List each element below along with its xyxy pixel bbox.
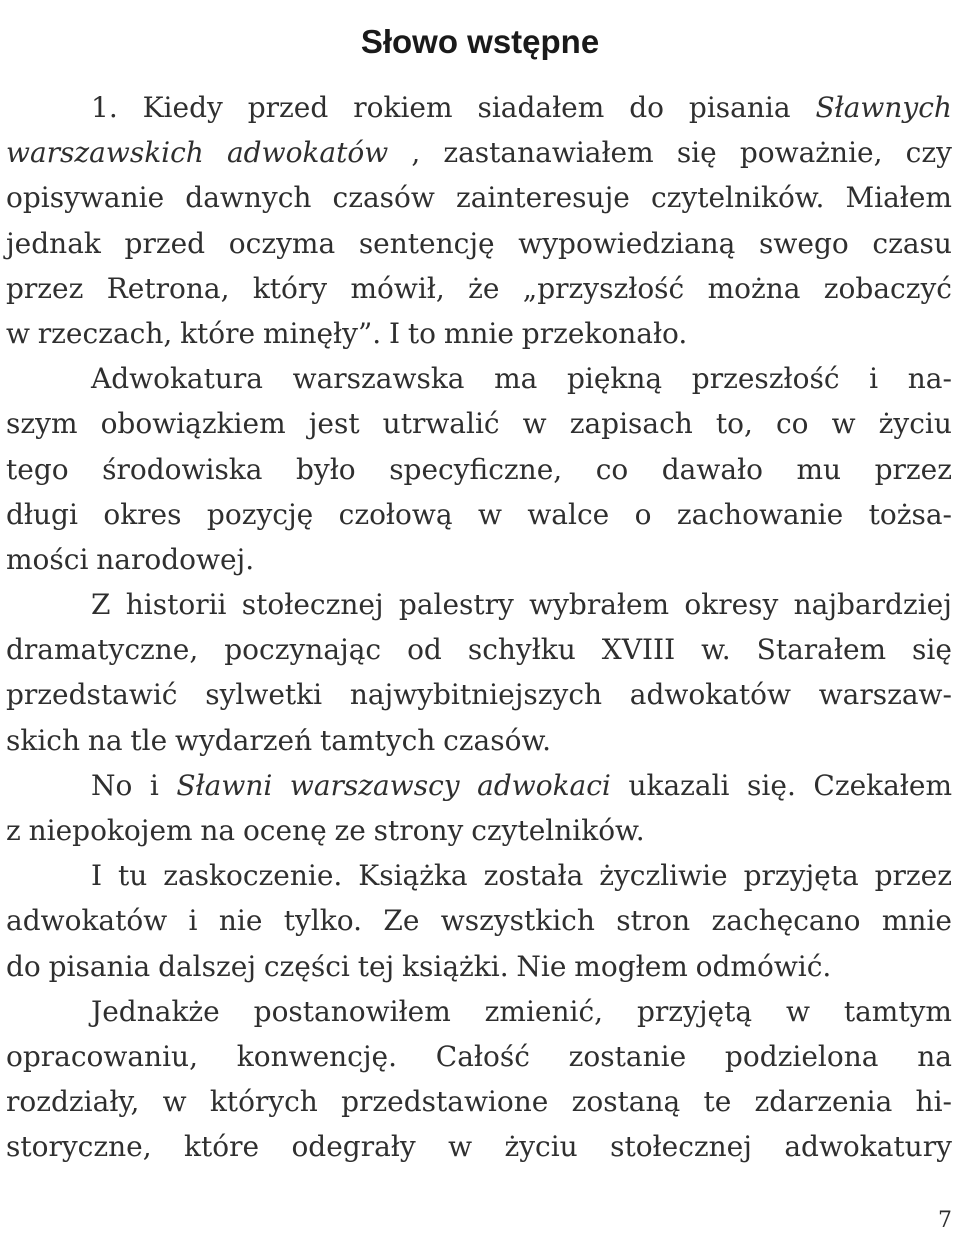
italic-word: warszawscy: [289, 768, 460, 802]
word: storyczne,: [6, 1130, 152, 1164]
word: tej: [357, 949, 395, 983]
word: czasów: [332, 181, 435, 215]
text-line: [6, 853, 952, 898]
word: na: [87, 723, 123, 757]
word: Starałem: [756, 633, 887, 667]
word: poważnie,: [739, 136, 883, 170]
italic-word: warszawskich: [6, 136, 204, 170]
word: specyficzne,: [389, 452, 563, 486]
word: Jednakże: [91, 994, 220, 1028]
word: stołecznej: [610, 1130, 752, 1164]
word: Czekałem: [813, 768, 952, 802]
word: stołecznej: [241, 588, 384, 622]
word: jednak: [6, 226, 101, 260]
word: zainteresuje: [455, 181, 630, 215]
word: warszaw-: [818, 678, 952, 712]
word: swego: [759, 226, 849, 260]
word: obowiązkiem: [100, 407, 286, 441]
word: i: [149, 768, 159, 802]
text-line: [6, 311, 952, 356]
word: przeszłość: [691, 362, 840, 396]
text-line: [6, 401, 952, 446]
word: się.: [747, 768, 796, 802]
word: opracowaniu,: [6, 1039, 198, 1073]
word: 1.: [91, 91, 118, 124]
word: zobaczyć: [823, 271, 952, 305]
word: strony: [373, 814, 464, 847]
word: do: [6, 949, 41, 983]
word: przyjętą: [636, 994, 753, 1028]
word: tamtym: [843, 994, 952, 1028]
word: Książka: [358, 859, 468, 893]
word: walce: [527, 497, 610, 531]
word: zastanawiałem: [443, 136, 654, 170]
text-line: [6, 130, 952, 175]
word: wypowiedzianą: [518, 226, 736, 260]
word: niepokojem: [28, 814, 193, 847]
word: w: [785, 994, 810, 1028]
word: I: [91, 859, 103, 893]
word: ,: [411, 136, 421, 170]
word: tu: [118, 859, 148, 893]
word: siadałem: [477, 91, 605, 124]
word: adwokatów: [629, 678, 791, 712]
word: czy: [905, 136, 952, 170]
word: rokiem: [353, 91, 453, 124]
word: przed: [124, 226, 206, 260]
italic-word: adwokaci: [477, 768, 611, 802]
word: zaskoczenie.: [163, 859, 343, 893]
word: mu: [796, 452, 842, 486]
word: w: [831, 407, 856, 441]
word: sylwetki: [205, 678, 323, 712]
word: Z: [91, 588, 111, 622]
text-line: [6, 989, 952, 1034]
word: podzielona: [724, 1039, 879, 1073]
word: postanowiłem: [253, 994, 451, 1028]
word: adwokatury: [784, 1130, 952, 1164]
text-line: [6, 763, 952, 808]
word: adwokatów: [6, 904, 168, 938]
word: w: [6, 316, 30, 350]
word: okres: [103, 497, 182, 531]
word: konwencję.: [236, 1039, 398, 1073]
text-line: [6, 898, 952, 943]
text-line: [6, 808, 952, 853]
word: które: [184, 1130, 260, 1164]
word: stron: [616, 904, 691, 938]
word: narodowej.: [96, 542, 255, 576]
word: czołową: [338, 497, 453, 531]
word: wszystkich: [440, 904, 595, 938]
word: zachowanie: [676, 497, 844, 531]
text-line: [6, 492, 952, 537]
word: w: [448, 1130, 473, 1164]
text-line: [6, 221, 952, 266]
word: palestry: [398, 588, 514, 622]
word: sentencję: [358, 226, 495, 260]
page-title: Słowo wstępne: [360, 23, 600, 61]
word: najbardziej: [793, 588, 952, 622]
text-line: [6, 1079, 952, 1124]
word: czytelników.: [650, 181, 825, 215]
word: to,: [715, 407, 753, 441]
word: odmówić.: [695, 949, 832, 983]
word: czasów.: [443, 723, 552, 757]
word: pozycję: [206, 497, 314, 531]
word: z: [6, 814, 21, 847]
word: życiu: [504, 1130, 578, 1164]
word: w.: [701, 633, 731, 667]
text-line: [6, 85, 952, 130]
word: rozdziały,: [6, 1085, 140, 1119]
word: nie: [218, 904, 263, 938]
word: zachęcano: [711, 904, 861, 938]
word: skich: [6, 723, 81, 757]
word: Kiedy: [142, 91, 223, 124]
word: mnie: [881, 904, 952, 938]
word: te: [703, 1085, 732, 1119]
text-line: [6, 944, 952, 989]
word: na: [917, 1039, 952, 1073]
word: tożsa-: [868, 497, 952, 531]
word: mości: [6, 542, 89, 576]
word: pisania: [48, 949, 151, 983]
word: wydarzeń: [175, 723, 313, 757]
word: Nie: [516, 949, 567, 983]
word: to: [407, 316, 436, 350]
word: jest: [308, 407, 360, 441]
word: mogłem: [574, 949, 688, 983]
word: dramatyczne,: [6, 633, 199, 667]
text-line: [6, 672, 952, 717]
word: minęły”.: [262, 316, 382, 350]
word: ze: [334, 814, 366, 847]
word: Retrona,: [106, 271, 230, 305]
word: No: [91, 768, 133, 802]
text-line: [6, 718, 952, 763]
text-line: [6, 175, 952, 220]
word: została: [483, 859, 584, 893]
word: środowiska: [102, 452, 263, 486]
word: czasu: [872, 226, 952, 260]
word: życzliwie: [599, 859, 728, 893]
text-line: [6, 266, 952, 311]
word: który: [252, 271, 328, 305]
word: schyłku: [467, 633, 576, 667]
word: książki.: [402, 949, 509, 983]
word: zostaną: [571, 1085, 681, 1119]
word: okresy: [684, 588, 779, 622]
word: poczynając: [224, 633, 382, 667]
word: które: [180, 316, 256, 350]
word: i: [869, 362, 879, 396]
word: się: [676, 136, 717, 170]
word: przed: [247, 91, 329, 124]
word: zapisach: [569, 407, 693, 441]
text-line: [6, 582, 952, 627]
word: wybrałem: [529, 588, 670, 622]
word: można: [707, 271, 801, 305]
word: na-: [907, 362, 952, 396]
word: przekonało.: [521, 316, 688, 350]
word: mówił,: [350, 271, 445, 305]
word: historii: [125, 588, 227, 622]
text-line: [6, 627, 952, 672]
word: Całość: [435, 1039, 530, 1073]
word: rzeczach,: [37, 316, 173, 350]
word: części: [263, 949, 350, 983]
word: oczyma: [228, 226, 336, 260]
word: czytelników.: [471, 814, 645, 847]
word: do: [629, 91, 664, 124]
word: Miałem: [845, 181, 952, 215]
word: Adwokatura: [91, 362, 263, 396]
word: przyjęta: [743, 859, 859, 893]
word: przez: [874, 452, 952, 486]
word: XVIII: [601, 633, 676, 667]
word: dalszej: [158, 949, 257, 983]
text-line: [6, 447, 952, 492]
word: przez: [6, 271, 84, 305]
page-number: 7: [938, 1208, 952, 1233]
word: że: [468, 271, 500, 305]
text-line: [6, 537, 952, 582]
body-text: [6, 85, 952, 1170]
word: przedstawione: [341, 1085, 549, 1119]
word: I: [389, 316, 401, 350]
word: tego: [6, 452, 69, 486]
word: hi-: [915, 1085, 952, 1119]
word: było: [295, 452, 356, 486]
word: na: [200, 814, 236, 847]
word: opisywanie: [6, 181, 165, 215]
word: Ze: [383, 904, 420, 938]
word: i: [188, 904, 198, 938]
word: zmienić,: [484, 994, 604, 1028]
text-line: [6, 1124, 952, 1169]
word: co: [595, 452, 629, 486]
word: najwybitniejszych: [349, 678, 603, 712]
word: tle: [130, 723, 168, 757]
word: się: [912, 633, 952, 667]
word: w: [162, 1085, 187, 1119]
word: warszawska: [292, 362, 465, 396]
word: odegrały: [291, 1130, 416, 1164]
word: długi: [6, 497, 78, 531]
word: przez: [874, 859, 952, 893]
word: szym: [6, 407, 78, 441]
word: ma: [494, 362, 538, 396]
text-line: [6, 356, 952, 401]
word: w: [522, 407, 547, 441]
word: „przyszłość: [522, 271, 685, 305]
word: pisania: [688, 91, 791, 124]
word: od: [407, 633, 442, 667]
word: których: [209, 1085, 318, 1119]
italic-word: Sławni: [176, 768, 273, 802]
word: dawnych: [185, 181, 312, 215]
word: piękną: [566, 362, 663, 396]
text-line: [6, 1034, 952, 1079]
word: w: [477, 497, 502, 531]
word: o: [634, 497, 652, 531]
word: dawało: [661, 452, 763, 486]
word: ocenę: [242, 814, 327, 847]
word: co: [776, 407, 809, 441]
italic-word: adwokatów: [226, 136, 389, 170]
word: ukazali: [628, 768, 730, 802]
word: mnie: [443, 316, 514, 350]
italic-word: Sławnych: [815, 91, 952, 124]
word: tamtych: [320, 723, 436, 757]
word: zdarzenia: [754, 1085, 893, 1119]
word: zostanie: [568, 1039, 687, 1073]
word: tylko.: [283, 904, 363, 938]
word: utrwalić: [382, 407, 500, 441]
word: życiu: [878, 407, 952, 441]
word: przedstawić: [6, 678, 178, 712]
